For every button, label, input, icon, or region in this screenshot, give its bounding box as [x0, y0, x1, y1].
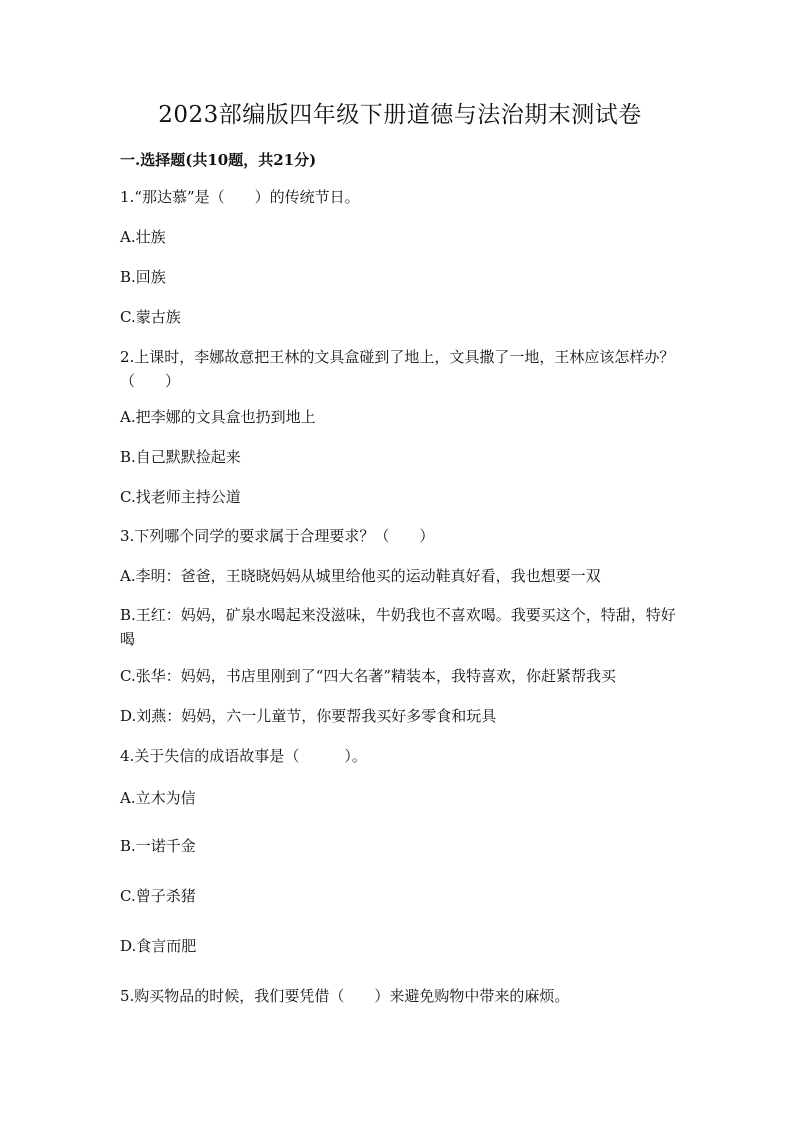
option-item: A.立木为信 — [120, 789, 196, 807]
option-item: A.把李娜的文具盒也扔到地上 — [120, 408, 316, 426]
option-item: C.曾子杀猪 — [120, 887, 196, 905]
option-item: A.壮族 — [120, 228, 166, 246]
option-item: B.一诺千金 — [120, 837, 196, 855]
option-item: C.找老师主持公道 — [120, 488, 241, 506]
option-item: D.刘燕：妈妈，六一儿童节，你要帮我买好多零食和玩具 — [120, 707, 497, 725]
question-stem: 5.购买物品的时候，我们要凭借（ ）来避免购物中带来的麻烦。 — [120, 987, 570, 1005]
section-heading: 一.选择题(共10题，共21分) — [120, 151, 317, 169]
question-stem: 3.下列哪个同学的要求属于合理要求？（ ） — [120, 527, 435, 545]
option-item: B.回族 — [120, 268, 166, 286]
question-stem: 4.关于失信的成语故事是（ ）。 — [120, 747, 367, 765]
question-stem: 1.“那达慕”是（ ）的传统节日。 — [120, 188, 360, 206]
option-item: D.食言而肥 — [120, 937, 197, 955]
option-item: B.自己默默捡起来 — [120, 448, 241, 466]
question-stem: 2.上课时，李娜故意把王林的文具盒碰到了地上，文具撒了一地，王林应该怎样办？（ ） — [120, 348, 675, 390]
option-item: B.王红：妈妈，矿泉水喝起来没滋味，牛奶我也不喜欢喝。我要买这个，特甜，特好喝 — [120, 606, 676, 648]
option-item: C.张华：妈妈，书店里刚到了“四大名著”精装本，我特喜欢，你赶紧帮我买 — [120, 667, 617, 685]
document-title: 2023部编版四年级下册道德与法治期末测试卷 — [158, 102, 642, 128]
option-item: C.蒙古族 — [120, 308, 181, 326]
option-item: A.李明：爸爸，王晓晓妈妈从城里给他买的运动鞋真好看，我也想要一双 — [120, 567, 601, 585]
